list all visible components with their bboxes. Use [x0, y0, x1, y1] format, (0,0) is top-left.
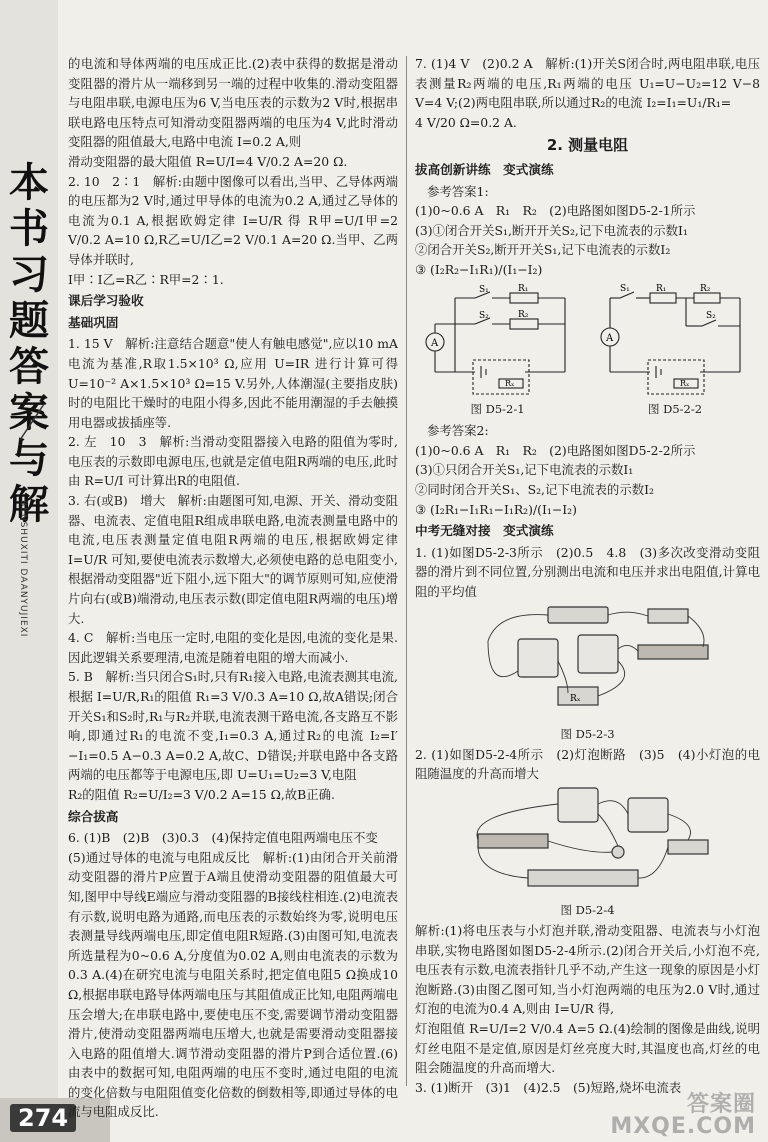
paragraph: (3)①只闭合开关S₁,记下电流表的示数I₁ [415, 462, 634, 478]
paragraph: (1)0~0.6 A R₁ R₂ (2)电路图如图D5-2-2所示 [415, 442, 696, 458]
spine-char: 答 [9, 344, 49, 390]
paragraph: 1. 15 V 解析:注意结合题意"使人有触电感觉",应以10 mA电流为基准,R取1.5×10³ Ω,应用 U=IR 进行计算可得 U=10⁻² A×1.5×10³ Ω=15 V.另外,人体潮湿(主要指皮肤)时的电阻比干燥时的电阻小得多,因此不能用潮湿的手去触摸用电器或拔插座等. [68, 336, 398, 430]
paragraph: (5)通过导体的电流与电阻成反比 解析:(1)由闭合开关前滑动变阻器的滑片P应置于A端且使滑动变阻器的阻值最大可知,图甲中导线E端应与滑动变阻器的B接线柱相连.(2)电流表有示数,说明电路为通路,而电压表的示数始终为零,说明电压表测量导线两端电压,即定值电阻R短路.(3)由图可知,电流表所选量程为0~0.6 A,分度值为0.02 A,则由电流表的示数为0.3 A.(4)在研究电流与电阻关系时,把定值电阻5 Ω换成10 Ω,根据串联电路导体两端电压与其阻值成正比知,电阻两端电压会增大;在串联电路中,要使电压不变,需要调节滑动变阻器滑片,使滑动变阻器两端电压增大,也就是需要滑动变阻器接入电路的阻值增大.调节滑动变阻器的滑片P到合适位置.(6)由表中的数据可知,电阻两端的电压不变时,通过电阻的电流的变化倍数与电阻阻值变化倍数的倒数相等,即通过导体的电流与电阻成反比. [68, 849, 398, 1120]
svg-text:S₂: S₂ [706, 310, 716, 321]
svg-text:R₂: R₂ [700, 283, 711, 294]
spine-pinyin: BENSHUXITI DAANYUJIEXI [18, 500, 28, 638]
paragraph: (1)0~0.6 A R₁ R₂ (2)电路图如图D5-2-1所示 [415, 203, 696, 219]
subsection-heading: 拔高创新讲练 变式演练 [415, 161, 554, 177]
section-heading: 课后学习验收 [68, 293, 144, 309]
column-divider [406, 56, 407, 1086]
svg-text:A: A [606, 332, 614, 344]
svg-text:R₁: R₁ [518, 283, 529, 294]
figure-caption: 图 D5-2-3 [560, 727, 615, 742]
spine-slash-decoration [16, 402, 46, 442]
paragraph: R₂的阻值 R₂=U/I₂=3 V/0.2 A=15 Ω,故B正确. [68, 786, 335, 802]
book-spine [0, 0, 58, 1142]
spine-char: 题 [9, 298, 49, 344]
spine-char: 本 [9, 160, 49, 206]
subsection-heading: 中考无缝对接 变式演练 [415, 523, 554, 539]
right-column [415, 54, 760, 1097]
figure-d5-2-3 [415, 601, 760, 744]
figure-caption: 图 D5-2-4 [560, 903, 615, 918]
subsection-heading: 基础巩固 [68, 314, 119, 330]
paragraph: 7. (1)4 V (2)0.2 A 解析:(1)开关S闭合时,两电阻串联,电压表测量R₂两端的电压,R₁两端的电压 U₁=U−U₂=12 V−8 V=4 V;(2)两电阻串联,所以通过R₂的电流 I₂=I₁=U₁/R₁= [415, 56, 760, 111]
watermark-line: 答案圈 [686, 1092, 756, 1117]
paragraph: 参考答案2: [427, 423, 489, 439]
spine-char: 习 [9, 252, 49, 298]
paragraph: ③ (I₂R₁−I₁R₁−I₁R₂)/(I₁−I₂) [415, 501, 577, 517]
page-number: 274 [10, 1104, 76, 1132]
svg-text:R₂: R₂ [518, 309, 529, 320]
svg-text:R₁: R₁ [656, 283, 667, 294]
paragraph: 灯泡阻值 R=U/I=2 V/0.4 A=5 Ω.(4)绘制的图像是曲线,说明灯丝电阻不是定值,原因是灯丝亮度大时,其温度也高,灯丝的电阻会随温度的升高而增大. [415, 1021, 760, 1076]
section-title: 2. 测量电阻 [546, 136, 629, 155]
svg-text:Rₓ: Rₓ [569, 694, 581, 705]
paragraph: ②闭合开关S₂,断开开关S₁,记下电流表的示数I₂ [415, 242, 671, 258]
watermark-line: MXQE.COM [610, 1114, 756, 1139]
paragraph: (3)①闭合开关S₁,断开开关S₂,记下电流表的示数I₁ [415, 222, 688, 238]
svg-text:S₁: S₁ [479, 284, 489, 295]
circuit-diagram-1 [415, 282, 580, 400]
svg-text:S₂: S₂ [479, 310, 489, 321]
paragraph: 解析:(1)将电压表与小灯泡并联,滑动变阻器、电流表与小灯泡串联,实物电路图如图D5-2-4所示.(2)闭合开关后,小灯泡不亮,电压表有示数,电流表指针几乎不动,产生这一现象的原因是小灯泡断路.(3)由图乙图可知,当小灯泡两端的电压为2.0 V时,通过灯泡的电流为0.4 A,则由 I=U/R 得, [415, 923, 760, 1017]
spine-char: 解 [9, 482, 49, 528]
circuit-diagram-2 [590, 282, 760, 400]
left-column [68, 54, 398, 1122]
svg-text:S₁: S₁ [620, 283, 630, 294]
spine-char: 案 [9, 390, 49, 436]
paragraph: 5. B 解析:当只闭合S₁时,只有R₁接入电路,电流表测其电流,根据 I=U/R,R₁的阻值 R₁=3 V/0.3 A=10 Ω,故A错误;闭合开关S₁和S₂时,R₁与R₂并联,电流表测干路电流,各支路互不影响,即通过R₁的电流不变,I₁=0.3 A,通过R₂的电流 I₂=I′−I₁=0.5 A−0.3 A=0.2 A,故C、D错误;并联电路中各支路两端的电压都等于电源电压,即 U=U₁=U₂=3 V,电阻 [68, 669, 398, 783]
spine-title [6, 160, 52, 528]
apparatus-photo-2 [458, 784, 718, 896]
svg-text:A: A [431, 337, 439, 349]
paragraph: I甲∶I乙=R乙∶R甲=2∶1. [68, 271, 224, 287]
paragraph: 3. (1)断开 (3)1 (4)2.5 (5)短路,烧坏电流表 [415, 1079, 682, 1095]
spine-char: 书 [9, 206, 49, 252]
subsection-heading: 综合拔高 [68, 808, 119, 824]
watermark [610, 1094, 756, 1138]
paragraph: ②同时闭合开关S₁、S₂,记下电流表的示数I₂ [415, 481, 654, 497]
figure-caption: 图 D5-2-2 [647, 401, 703, 416]
apparatus-photo-1 [458, 601, 718, 719]
paragraph: 4. C 解析:当电压一定时,电阻的变化是因,电流的变化是果.因此逻辑关系要理清,电流是随着电阻的增大而减小. [68, 630, 398, 665]
paragraph: 的电流和导体两端的电压成正比.(2)表中获得的数据是滑动变阻器的滑片从一端移到另一端的过程中收集的.滑动变阻器与电阻串联,电源电压为6 V,当电压表的示数为2 V时,根据串联电路电压特点可知滑动变阻器两端的电压为4 V,此时滑动变阻器的阻值最大,电路中电流 I=0.2 A,则 [68, 56, 398, 150]
paragraph: 滑动变阻器的最大阻值 R=U/I=4 V/0.2 A=20 Ω. [68, 153, 348, 169]
paragraph: 2. (1)如图D5-2-4所示 (2)灯泡断路 (3)5 (4)小灯泡的电阻随温度的升高而增大 [415, 746, 760, 782]
paragraph: ③ (I₂R₂−I₁R₁)/(I₁−I₂) [415, 261, 543, 277]
figure-d5-2-4 [415, 784, 760, 921]
figure-caption: 图 D5-2-1 [470, 401, 525, 416]
paragraph: 6. (1)B (2)B (3)0.3 (4)保持定值电阻两端电压不变 [68, 830, 378, 846]
paragraph: 2. 左 10 3 解析:当滑动变阻器接入电路的阻值为零时,电压表的示数即电源电压,也就是定值电阻R两端的电压,此时由 R=U/I 可计算出R的电阻值. [68, 434, 398, 489]
figure-d5-2-1 [415, 282, 580, 420]
spine-char: 与 [9, 436, 49, 482]
figure-d5-2-2 [590, 282, 760, 420]
paragraph: 1. (1)如图D5-2-3所示 (2)0.5 4.8 (3)多次改变滑动变阻器的滑片到不同位置,分别测出电流和电压并求出电阻值,计算电阻的平均值 [415, 544, 760, 599]
paragraph: 2. 10 2∶1 解析:由题中图像可以看出,当甲、乙导体两端的电压都为2 V时,通过甲导体的电流为0.2 A,通过乙导体的电流为0.1 A,根据欧姆定律 I=U/R 得 R甲=U/I甲=2 V/0.2 A=10 Ω,R乙=U/I乙=2 V/0.1 A=20 Ω.当甲、乙两导体并联时, [68, 173, 398, 267]
svg-text:Rₓ: Rₓ [680, 378, 690, 388]
circuit-figures [415, 282, 760, 420]
paragraph: 参考答案1: [427, 183, 489, 199]
paragraph: 4 V/20 Ω=0.2 A. [415, 114, 517, 130]
svg-text:Rₓ: Rₓ [505, 378, 515, 388]
paragraph: 3. 右(或B) 增大 解析:由题图可知,电源、开关、滑动变阻器、电流表、定值电阻R组成串联电路,电流表测量电路中的电流,电压表测量定值电阻R两端的电压,根据欧姆定律 I=U/R 可知,要使电流表示数增大,必须使电路的总电阻变小,根据滑动变阻器"近下阻小,远下阻大"的调节原则可知,应使滑片向右(或B)端滑动,电压表示数(即定值电阻R两端的电压)增大. [68, 493, 398, 626]
